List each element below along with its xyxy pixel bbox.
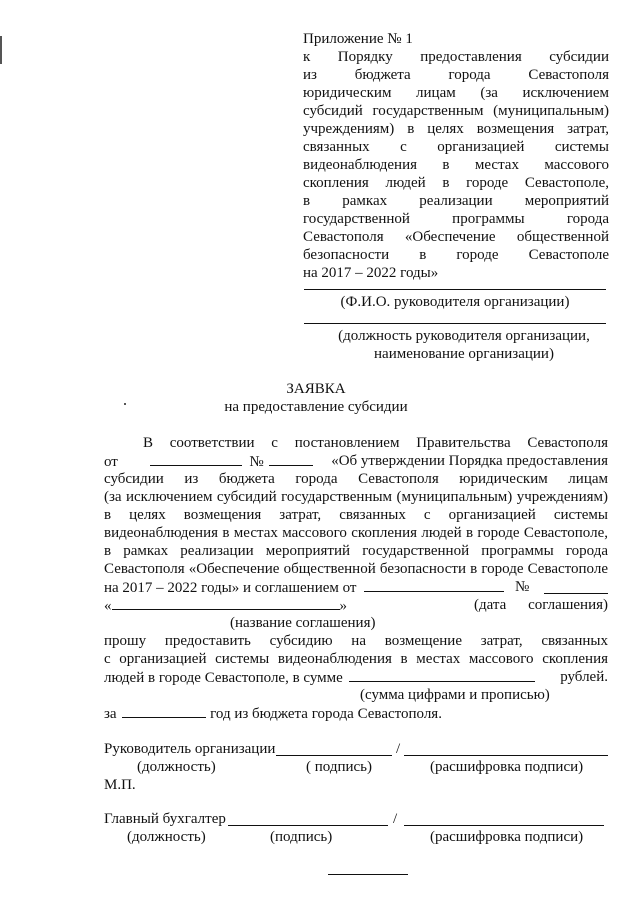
appendix-line: к Порядку предоставления субсидии [303, 49, 609, 65]
accountant-signature-line[interactable] [228, 825, 388, 826]
body-line: видеонаблюдения в местах массового скопления людей в городе Севастополе, [104, 525, 608, 541]
head-decode-line[interactable] [404, 755, 608, 756]
scan-edge-mark [0, 36, 2, 64]
agreement-date-blank[interactable] [364, 578, 504, 592]
appendix-line: юридическим лицам (за исключением [303, 85, 609, 101]
appendix-line: скопления людей в городе Севастополе, [303, 175, 609, 191]
from-label: от [104, 454, 118, 470]
agreement-title-caption: (название соглашения) [230, 615, 376, 631]
decode-caption: (расшифровка подписи) [430, 829, 584, 845]
agreement-date-caption: (дата соглашения) [474, 597, 608, 613]
stamp-label: М.П. [104, 777, 136, 793]
accountant-label: Главный бухгалтер [104, 811, 226, 827]
end-rule [328, 874, 408, 875]
resolution-title-start: «Об утверждении Порядка предоставления [331, 453, 608, 469]
head-position-caption: (должность руководителя организации, [338, 328, 590, 344]
head-signature-line[interactable] [276, 755, 392, 756]
document-subtitle: на предоставление субсидии [224, 399, 408, 415]
head-position-line [304, 323, 606, 324]
body-line [104, 452, 608, 471]
document-title: ЗАЯВКА [286, 381, 346, 397]
body-line [104, 668, 608, 687]
appendix-line: связанных с организацией системы [303, 139, 609, 155]
year-blank[interactable] [122, 704, 206, 718]
body-line: с организацией системы видеонаблюдения в местах массового скопления [104, 651, 608, 667]
position-caption: (должность) [137, 759, 216, 775]
body-line: в рамках реализации мероприятий государственной программы города [104, 543, 608, 559]
number-sign: № [249, 454, 264, 470]
year-prefix: за [104, 706, 117, 722]
agreement-number-blank[interactable] [544, 580, 608, 594]
resolution-date-blank[interactable] [150, 452, 242, 466]
signature-slash: / [393, 811, 398, 827]
open-quote: « [104, 598, 112, 614]
decode-caption: (расшифровка подписи) [430, 759, 584, 775]
agreement-title-blank[interactable] [112, 596, 340, 610]
amount-text: людей в городе Севастополе, в сумме [104, 670, 343, 686]
signature-caption: ( подпись) [306, 759, 373, 775]
appendix-line: учреждениям) в целях возмещения затрат, [303, 121, 609, 137]
appendix-line: Севастополя «Обеспечение общественной [303, 229, 609, 245]
appendix-line: субсидий государственным (муниципальным) [303, 103, 609, 119]
appendix-line: видеонаблюдения в местах массового [303, 157, 609, 173]
head-name-caption: (Ф.И.О. руководителя организации) [340, 294, 570, 310]
accountant-decode-line[interactable] [404, 825, 604, 826]
appendix-line: из бюджета города Севастополя [303, 67, 609, 83]
appendix-line: на 2017 – 2022 годы» [303, 265, 439, 281]
body-line: субсидии из бюджета города Севастополя юридическим лицам [104, 471, 608, 487]
agreement-text: на 2017 – 2022 годы» и соглашением от [104, 580, 357, 596]
appendix-line: безопасности в городе Севастополе [303, 247, 609, 263]
position-caption: (должность) [127, 829, 206, 845]
signature-slash: / [396, 741, 401, 757]
number-sign: № [515, 579, 530, 595]
appendix-title: Приложение № 1 [303, 31, 413, 47]
resolution-number-blank[interactable] [269, 452, 313, 466]
body-line [104, 704, 442, 723]
year-text: год из бюджета города Севастополя. [210, 706, 442, 722]
body-line: в целях возмещения затрат, связанных с организацией системы [104, 507, 608, 523]
amount-blank[interactable] [349, 668, 535, 682]
head-position-caption: наименование организации) [374, 346, 554, 362]
head-name-line [304, 289, 606, 290]
signature-caption: (подпись) [270, 829, 333, 845]
appendix-line: государственной программы города [303, 211, 609, 227]
body-line: прошу предоставить субсидию на возмещение затрат, связанных [104, 633, 608, 649]
body-line: В соответствии с постановлением Правительства Севастополя [143, 435, 608, 451]
amount-caption: (сумма цифрами и прописью) [360, 687, 550, 703]
body-line [104, 578, 608, 597]
body-line: (за исключением субсидий государственным (муниципальным) учреждениям) [104, 489, 608, 505]
close-quote: » [339, 598, 347, 614]
currency-unit: рублей. [560, 669, 608, 685]
appendix-line: в рамках реализации мероприятий [303, 193, 609, 209]
body-line: Севастополя «Обеспечение общественной безопасности в городе Севастополе [104, 561, 608, 577]
head-label: Руководитель организации [104, 741, 276, 757]
body-line [104, 596, 608, 615]
